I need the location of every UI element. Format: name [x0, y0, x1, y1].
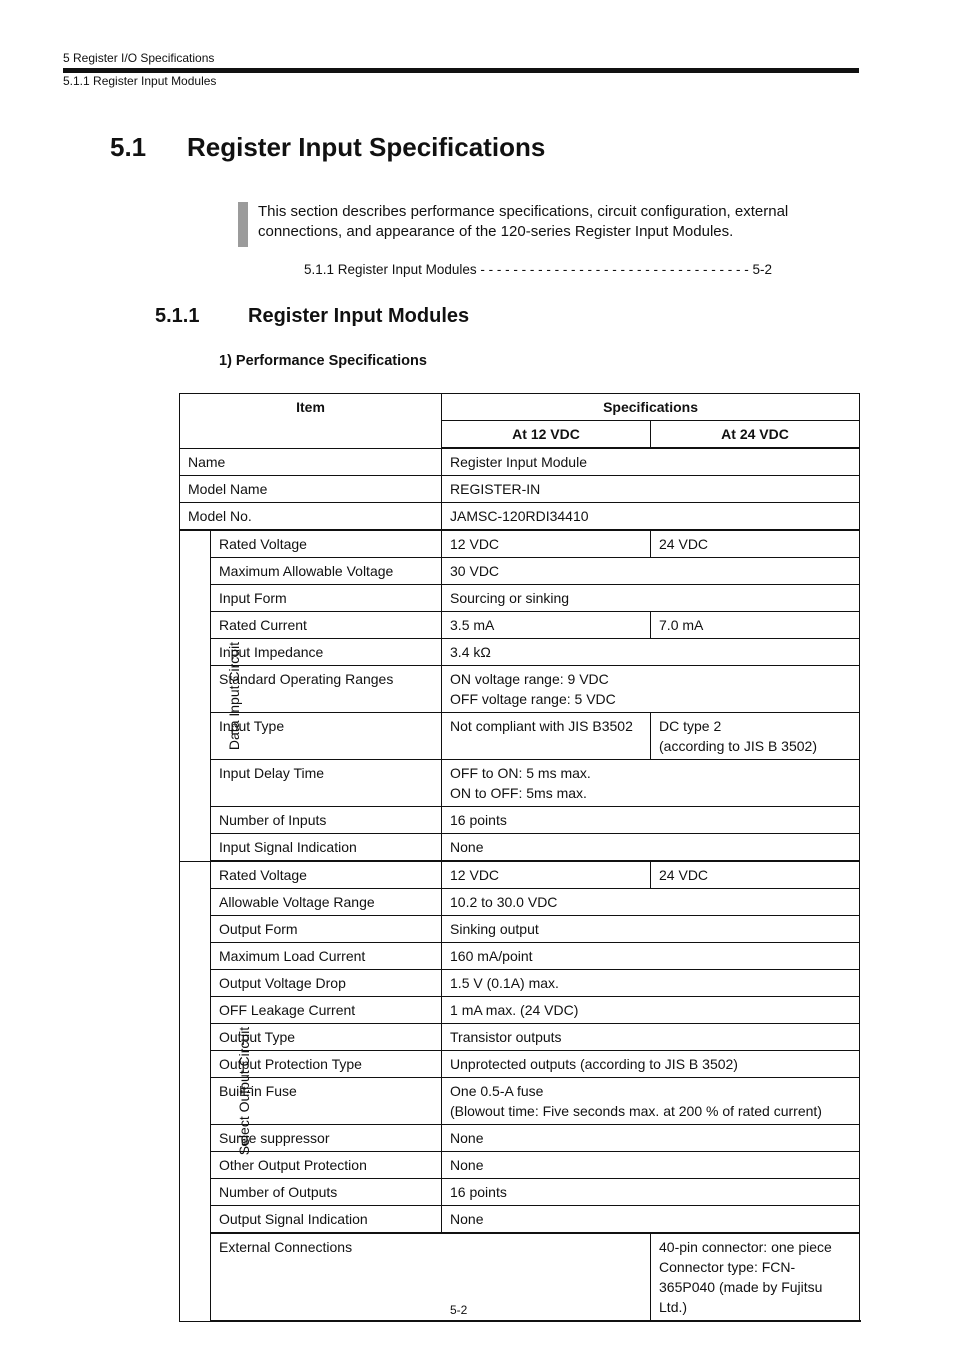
intro-paragraph: This section describes performance specifications, circuit configuration, external connections, and appearance of the 120-series Register Input Modules.: [258, 203, 789, 240]
table-row: [180, 713, 860, 760]
table-row: [180, 666, 860, 713]
table-row: [180, 530, 860, 558]
table-row: [180, 1024, 860, 1051]
table-row: [180, 861, 860, 889]
value-line: ON to OFF: 5ms max.: [450, 785, 587, 801]
row-value-12: 12 VDC: [442, 861, 651, 889]
value-line: (according to JIS B 3502): [659, 738, 817, 754]
table-row: [180, 1233, 860, 1321]
row-value: Unprotected outputs (according to JIS B 3502): [442, 1051, 860, 1078]
group-label: Select Output Circuit: [236, 1026, 253, 1156]
row-value: 16 points: [442, 1179, 860, 1206]
table-row: [180, 1179, 860, 1206]
row-label: Input Signal Indication: [211, 834, 442, 862]
row-label: Input Impedance: [211, 639, 442, 666]
row-label: Other Output Protection: [211, 1152, 442, 1179]
row-value: 10.2 to 30.0 VDC: [442, 889, 860, 916]
row-label: Maximum Allowable Voltage: [211, 558, 442, 585]
row-value: 1 mA max. (24 VDC): [442, 997, 860, 1024]
table-row: [180, 807, 860, 834]
row-value-12: Not compliant with JIS B3502: [442, 713, 651, 760]
table-row: [180, 448, 860, 476]
header-12vdc: At 12 VDC: [442, 421, 651, 449]
row-value: REGISTER-IN: [442, 476, 860, 503]
value-line: One 0.5-A fuse: [450, 1083, 544, 1099]
row-value: [442, 666, 860, 713]
row-label: Output Type: [211, 1024, 442, 1051]
row-value: [442, 760, 860, 807]
row-label: OFF Leakage Current: [211, 997, 442, 1024]
row-value-12: 12 VDC: [442, 530, 651, 558]
table-row: [180, 760, 860, 807]
row-label: Output Signal Indication: [211, 1206, 442, 1234]
row-value: None: [442, 834, 860, 862]
header-item: Item: [180, 394, 442, 449]
value-line: (Blowout time: Five seconds max. at 200 % of rated current): [450, 1103, 822, 1119]
performance-spec-table: [179, 393, 860, 1322]
row-value: [651, 1233, 860, 1321]
row-label: Rated Voltage: [211, 530, 442, 558]
row-label: Number of Outputs: [211, 1179, 442, 1206]
row-label: Output Voltage Drop: [211, 970, 442, 997]
row-label: Input Type: [211, 713, 442, 760]
row-value: Transistor outputs: [442, 1024, 860, 1051]
subsection-number: 5.1.1: [155, 305, 200, 327]
row-value: 30 VDC: [442, 558, 860, 585]
value-line: Connector type: FCN-365P040 (made by Fujitsu Ltd.): [659, 1259, 823, 1315]
section-number: 5.1: [110, 132, 147, 162]
row-label: Name: [180, 448, 442, 476]
table-row: [180, 1125, 860, 1152]
header-24vdc: At 24 VDC: [651, 421, 860, 449]
row-label: Maximum Load Current: [211, 943, 442, 970]
row-label: Model Name: [180, 476, 442, 503]
table-row: [180, 558, 860, 585]
section-heading: [110, 132, 545, 163]
row-label: Number of Inputs: [211, 807, 442, 834]
row-value: Sourcing or sinking: [442, 585, 860, 612]
group-label: Data Input Circuit: [226, 641, 243, 750]
running-header-section: 5.1.1 Register Input Modules: [63, 74, 217, 88]
row-value: 16 points: [442, 807, 860, 834]
table-row: [180, 916, 860, 943]
table-row: [180, 970, 860, 997]
running-header-chapter: 5 Register I/O Specifications: [63, 51, 215, 65]
page-number: 5-2: [450, 1303, 468, 1317]
row-value: JAMSC-120RDI34410: [442, 503, 860, 531]
row-value-24: 7.0 mA: [651, 612, 860, 639]
table-row: [180, 503, 860, 531]
row-label: Built-in Fuse: [211, 1078, 442, 1125]
row-label: Input Delay Time: [211, 760, 442, 807]
row-label: External Connections: [211, 1233, 651, 1321]
header-rule: [63, 68, 859, 73]
table-row: [180, 639, 860, 666]
subsection-heading: [155, 305, 469, 328]
row-value-24: [651, 713, 860, 760]
table-row: [180, 943, 860, 970]
table-row: [180, 612, 860, 639]
performance-specs-heading: 1) Performance Specifications: [219, 353, 427, 369]
header-specifications: Specifications: [442, 394, 860, 421]
row-label: Rated Current: [211, 612, 442, 639]
row-label: Allowable Voltage Range: [211, 889, 442, 916]
table-row: [180, 1206, 860, 1234]
row-value: [442, 1078, 860, 1125]
row-value-12: 3.5 mA: [442, 612, 651, 639]
row-value: None: [442, 1152, 860, 1179]
row-label: Surge suppressor: [211, 1125, 442, 1152]
value-line: DC type 2: [659, 718, 722, 734]
row-label: Model No.: [180, 503, 442, 531]
intro-sidebar-bar: [238, 202, 248, 247]
row-value: None: [442, 1125, 860, 1152]
table-row: [180, 585, 860, 612]
row-value: 3.4 kΩ: [442, 639, 860, 666]
row-label: Output Protection Type: [211, 1051, 442, 1078]
row-value: 1.5 V (0.1A) max.: [442, 970, 860, 997]
subsection-title: Register Input Modules: [248, 305, 470, 327]
table-row: [180, 1152, 860, 1179]
value-line: 40-pin connector: one piece: [659, 1239, 832, 1255]
row-value-24: 24 VDC: [651, 861, 860, 889]
group-data-input-circuit: [180, 530, 243, 861]
row-label: Rated Voltage: [211, 861, 442, 889]
row-value: None: [442, 1206, 860, 1234]
row-value-24: 24 VDC: [651, 530, 860, 558]
table-row: [180, 997, 860, 1024]
section-title: Register Input Specifications: [187, 132, 546, 162]
table-row: [180, 476, 860, 503]
table-row: [180, 1051, 860, 1078]
table-row: [180, 1078, 860, 1125]
value-line: OFF voltage range: 5 VDC: [450, 691, 616, 707]
row-label: Standard Operating Ranges: [211, 666, 442, 713]
row-value: 160 mA/point: [442, 943, 860, 970]
row-label: Input Form: [211, 585, 442, 612]
row-value: Register Input Module: [442, 448, 860, 476]
table-row: [180, 889, 860, 916]
row-value: Sinking output: [442, 916, 860, 943]
value-line: OFF to ON: 5 ms max.: [450, 765, 591, 781]
value-line: ON voltage range: 9 VDC: [450, 671, 609, 687]
table-row: [180, 834, 860, 862]
toc-entry-link[interactable]: 5.1.1 Register Input Modules - - - - - - - - - - - - - - - - - - - - - - - - - - - - - - - - - 5-2: [304, 262, 772, 277]
row-label: Output Form: [211, 916, 442, 943]
group-select-output-circuit: [180, 861, 253, 1321]
